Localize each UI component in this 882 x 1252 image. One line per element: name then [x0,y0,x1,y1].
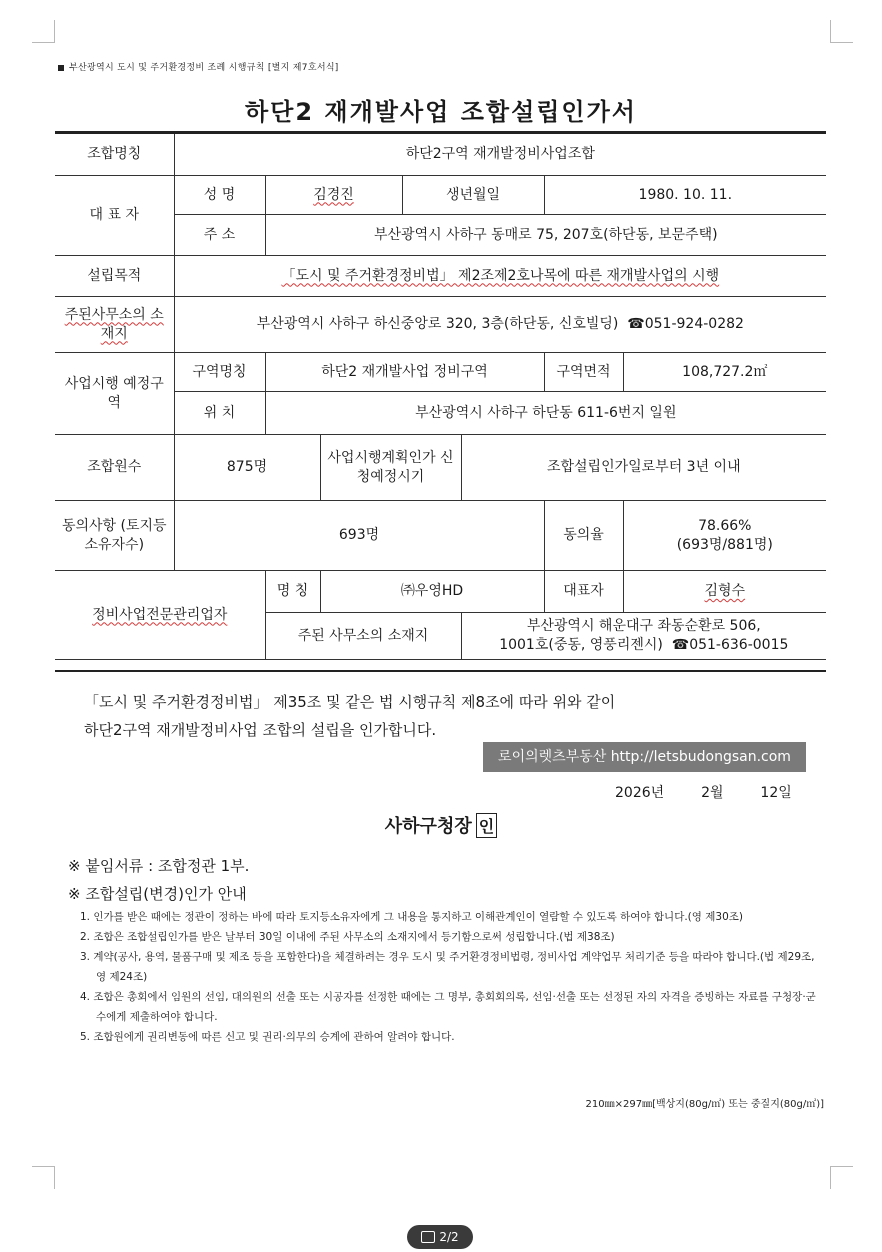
zone-label: 사업시행 예정구역 [55,353,174,435]
name-value [265,176,402,215]
guide-note: 2. 조합은 조합설립인가를 받은 날부터 30일 이내에 주된 사무소의 소재지에서 등기함으로써 성립합니다.(법 제38조) [80,931,615,943]
consent-label: 동의사항 (토지등 소유자수) [55,501,174,571]
address-label: 주 소 [174,215,265,256]
consent-rate-label: 동의율 [544,501,623,571]
guide-note: 3. 계약(공사, 용역, 물품구매 및 제조 등을 포함한다)을 체결하려는 경우 도시 및 주거환경정비법령, 정비사업 계약업무 처리기준 등을 따라야 합니다.(법 제29조, 영 제24조) [80,951,815,983]
mgr-phone: ☎051-636-0015 [671,637,789,653]
signer-name: 사하구청장 [384,816,472,837]
plan-value: 조합설립인가일로부터 3년 이내 [461,435,826,501]
office-label [55,297,174,353]
issue-date [615,782,792,802]
guide-note: 5. 조합원에게 권리변동에 따른 신고 및 권리·의무의 승계에 관하여 알려야 합니다. [80,1031,455,1043]
approval-table [55,131,826,660]
mgr-rep-text: 김형수 [704,583,746,599]
zone-area-label: 구역면적 [544,353,623,392]
consent-rate-detail: (693명/881명) [676,536,773,553]
form-reference-text: 부산광역시 도시 및 주거환경정비 조례 시행규칙 [별지 제7호서식] [69,63,339,73]
date-day: 12일 [760,785,792,801]
mgr-rep-value [623,571,826,613]
address-value: 부산광역시 사하구 동매로 75, 207호(하단동, 보문주택) [265,215,826,256]
members-label: 조합원수 [55,435,174,501]
zone-name-label: 구역명칭 [174,353,265,392]
office-address: 부산광역시 사하구 하신중앙로 320, 3층(하단동, 신호빌딩) [256,316,619,332]
name-label: 성 명 [174,176,265,215]
guide-note: 4. 조합은 총회에서 임원의 선임, 대의원의 선출 또는 시공자를 선정한 때에는 그 명부, 총회회의록, 선임·선출 또는 선정된 자의 자격을 증빙하는 자료를 구청장·군수에게 제출하여야 합니다. [80,991,816,1023]
crop-mark-bottom-left [32,1166,55,1189]
signer [0,812,882,838]
declaration-line-1: 「도시 및 주거환경정비법」 제35조 및 같은 법 시행규칙 제8조에 따라 위와 같이 [84,693,616,711]
zone-area-value: 108,727.2㎡ [623,353,826,392]
members-value: 875명 [174,435,320,501]
mgr-office-label: 주된 사무소의 소재지 [265,613,461,660]
attachments [68,852,249,908]
representative-label: 대 표 자 [55,176,174,256]
attachment-line: ※ 붙임서류 : 조합정관 1부. [68,857,250,875]
purpose-value [174,256,826,297]
birth-label: 생년월일 [402,176,544,215]
location-value: 부산광역시 사하구 하단동 611-6번지 일원 [265,392,826,435]
location-label: 위 치 [174,392,265,435]
mgr-name-label: 명 칭 [265,571,320,613]
consent-rate-value [623,501,826,571]
crop-mark-bottom-right [830,1166,853,1189]
consent-value: 693명 [174,501,544,571]
seal-mark: 인 [476,813,497,838]
plan-label: 사업시행계획인가 신청예정시기 [320,435,461,501]
declaration-line-2: 하단2구역 재개발정비사업 조합의 설립을 인가합니다. [84,721,437,739]
mgr-office-line2 [466,636,823,655]
paper-size-note: 210㎜×297㎜[백상지(80g/㎡) 또는 중질지(80g/㎡)] [585,1099,824,1110]
mgr-rep-label: 대표자 [544,571,623,613]
mgr-office-line2-text: 1001호(중동, 영풍리젠시) [499,637,663,653]
declaration [84,688,615,744]
date-year: 2026년 [615,785,665,801]
office-phone: ☎051-924-0282 [627,316,744,332]
union-name-label: 조합명칭 [55,133,174,176]
manager-label-text: 정비사업전문관리업자 [92,606,228,623]
guide-notes-list [80,907,820,1047]
crop-mark-top-left [32,20,55,43]
guide-note: 1. 인가를 받은 때에는 정관이 정하는 바에 따라 토지등소유자에게 그 내용을 통지하고 이해관계인이 열람할 수 있도록 하여야 합니다.(영 제30조) [80,911,743,923]
guide-title: ※ 조합설립(변경)인가 안내 [68,885,247,903]
purpose-label: 설립목적 [55,256,174,297]
date-month: 2월 [701,785,724,801]
table-bottom-rule [55,670,826,672]
manager-label [55,571,265,660]
office-value [174,297,826,353]
union-name-value: 하단2구역 재개발정비사업조합 [174,133,826,176]
name-text: 김경진 [313,186,354,203]
page-indicator[interactable] [407,1225,473,1249]
consent-rate-percent: 78.66% [698,517,752,534]
mgr-office-line1: 부산광역시 해운대구 좌동순환로 506, [526,618,761,634]
crop-mark-top-right [830,20,853,43]
image-icon [421,1231,435,1243]
zone-name-value: 하단2 재개발사업 정비구역 [265,353,544,392]
page-count: 2/2 [439,1230,459,1244]
document-title: 하단2 재개발사업 조합설립인가서 [245,98,637,126]
square-bullet-icon [58,65,64,71]
mgr-office-value [461,613,826,660]
form-reference-note [58,60,339,73]
office-label-text: 주된사무소의 소재지 [64,306,164,342]
birth-value: 1980. 10. 11. [544,176,826,215]
mgr-name-value: ㈜우영HD [320,571,544,613]
watermark-banner: 로이의렛츠부동산 http://letsbudongsan.com [483,742,806,772]
purpose-text: 「도시 및 주거환경정비법」 제2조제2호나목에 따른 재개발사업의 시행 [281,267,720,284]
